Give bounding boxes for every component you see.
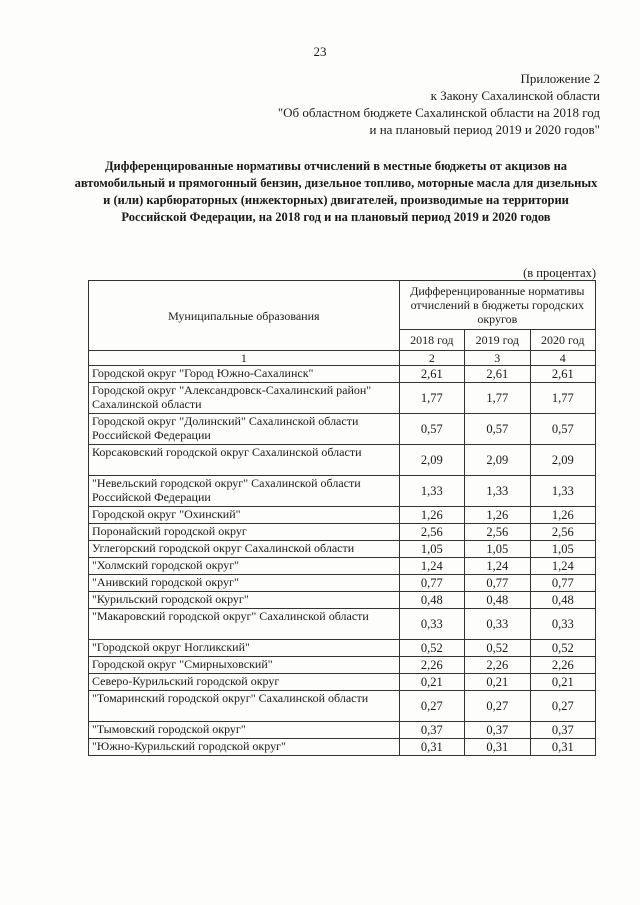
- norm-value: 2,56: [399, 524, 464, 541]
- norm-value: 0,31: [399, 739, 464, 756]
- municipality-name: "Тымовский городской округ": [89, 722, 400, 739]
- norm-value: 1,33: [530, 476, 596, 507]
- column-index: 1: [89, 351, 400, 366]
- table-row: [89, 592, 596, 609]
- table-row: [89, 674, 596, 691]
- table-row: [89, 657, 596, 674]
- column-header-municipality: Муниципальные образования: [89, 281, 400, 351]
- norm-value: 2,09: [465, 445, 530, 476]
- table-row: [89, 476, 596, 507]
- table-body: [89, 366, 596, 756]
- norm-value: 0,33: [465, 609, 530, 640]
- norm-value: 0,21: [399, 674, 464, 691]
- norm-value: 0,57: [399, 414, 464, 445]
- table-row: [89, 366, 596, 383]
- municipality-name: Поронайский городской округ: [89, 524, 400, 541]
- norm-value: 0,33: [399, 609, 464, 640]
- document-title: Дифференцированные нормативы отчислений в местные бюджеты от акцизов на автомобильный и прямогонный бензин, дизельное топливо, моторные масла для дизельных и (или) карбюраторных (инжекторных) двигателей, производимые на территории Российской Федерации, на 2018 год и на плановый период 2019 и 2020 годов: [74, 159, 598, 224]
- norm-value: 1,05: [465, 541, 530, 558]
- municipality-name: Городской округ "Смирныховский": [89, 657, 400, 674]
- norm-value: 2,56: [465, 524, 530, 541]
- norm-value: 1,24: [530, 558, 596, 575]
- norm-value: 1,24: [399, 558, 464, 575]
- table-row: [89, 414, 596, 445]
- unit-note: (в процентах): [523, 266, 596, 280]
- norm-value: 2,26: [530, 657, 596, 674]
- norm-value: 0,37: [530, 722, 596, 739]
- appendix-line: "Об областном бюджете Сахалинской области на 2018 год: [277, 105, 600, 120]
- table-header: [89, 281, 596, 366]
- norm-value: 0,31: [465, 739, 530, 756]
- column-header-year: 2019 год: [465, 330, 530, 351]
- norm-value: 1,77: [530, 383, 596, 414]
- appendix-line: Приложение 2: [520, 71, 600, 86]
- norm-value: 1,05: [530, 541, 596, 558]
- norm-value: 1,26: [465, 507, 530, 524]
- municipality-name: "Южно-Курильский городской округ": [89, 739, 400, 756]
- norm-value: 0,48: [530, 592, 596, 609]
- column-index: 3: [465, 351, 530, 366]
- municipality-name: Городской округ "Александровск-Сахалинский район" Сахалинской области: [89, 383, 400, 414]
- norm-value: 0,31: [530, 739, 596, 756]
- column-header-year: 2018 год: [399, 330, 464, 351]
- norm-value: 0,27: [465, 691, 530, 722]
- norm-value: 2,26: [465, 657, 530, 674]
- municipality-name: "Макаровский городской округ" Сахалинской области: [89, 609, 400, 640]
- municipality-name: "Невельский городской округ" Сахалинской области Российской Федерации: [89, 476, 400, 507]
- norm-value: 2,61: [465, 366, 530, 383]
- norm-value: 0,27: [530, 691, 596, 722]
- table-row: [89, 507, 596, 524]
- table-row: [89, 722, 596, 739]
- norms-table: [88, 280, 596, 756]
- page-number: 23: [313, 44, 327, 59]
- norm-value: 0,57: [465, 414, 530, 445]
- table-row: [89, 558, 596, 575]
- norm-value: 2,56: [530, 524, 596, 541]
- table-row: [89, 691, 596, 722]
- norm-value: 1,26: [530, 507, 596, 524]
- table-row: [89, 609, 596, 640]
- table-row: [89, 640, 596, 657]
- municipality-name: Северо-Курильский городской округ: [89, 674, 400, 691]
- norm-value: 0,57: [530, 414, 596, 445]
- municipality-name: Городской округ "Охинский": [89, 507, 400, 524]
- norm-value: 1,33: [465, 476, 530, 507]
- norm-value: 1,77: [399, 383, 464, 414]
- norm-value: 0,52: [399, 640, 464, 657]
- norm-value: 0,21: [530, 674, 596, 691]
- municipality-name: Городской округ "Долинский" Сахалинской области Российской Федерации: [89, 414, 400, 445]
- norm-value: 0,77: [465, 575, 530, 592]
- table-row: [89, 575, 596, 592]
- norm-value: 0,37: [465, 722, 530, 739]
- norm-value: 0,37: [399, 722, 464, 739]
- municipality-name: "Анивский городской округ": [89, 575, 400, 592]
- norm-value: 0,48: [465, 592, 530, 609]
- norm-value: 0,52: [530, 640, 596, 657]
- norm-value: 0,77: [530, 575, 596, 592]
- table-row: [89, 524, 596, 541]
- municipality-name: Корсаковский городской округ Сахалинской области: [89, 445, 400, 476]
- norm-value: 1,26: [399, 507, 464, 524]
- column-index: 4: [530, 351, 596, 366]
- norm-value: 2,61: [399, 366, 464, 383]
- norm-value: 0,48: [399, 592, 464, 609]
- norm-value: 2,09: [530, 445, 596, 476]
- table-row: [89, 383, 596, 414]
- municipality-name: Городской округ "Город Южно-Сахалинск": [89, 366, 400, 383]
- municipality-name: "Холмский городской округ": [89, 558, 400, 575]
- municipality-name: "Городской округ Ногликский": [89, 640, 400, 657]
- norm-value: 2,26: [399, 657, 464, 674]
- column-group-header: Дифференцированные нормативы отчислений в бюджеты городских округов: [399, 281, 595, 330]
- norm-value: 0,21: [465, 674, 530, 691]
- table-row: [89, 739, 596, 756]
- appendix-line: к Закону Сахалинской области: [430, 88, 600, 103]
- column-index: 2: [399, 351, 464, 366]
- norm-value: 0,77: [399, 575, 464, 592]
- municipality-name: "Томаринский городской округ" Сахалинской области: [89, 691, 400, 722]
- appendix-line: и на плановый период 2019 и 2020 годов": [369, 122, 600, 137]
- norm-value: 0,52: [465, 640, 530, 657]
- table-row: [89, 445, 596, 476]
- municipality-name: Углегорский городской округ Сахалинской области: [89, 541, 400, 558]
- column-header-year: 2020 год: [530, 330, 596, 351]
- norm-value: 1,77: [465, 383, 530, 414]
- municipality-name: "Курильский городской округ": [89, 592, 400, 609]
- appendix-header: [180, 70, 600, 138]
- norm-value: 1,24: [465, 558, 530, 575]
- norm-value: 0,27: [399, 691, 464, 722]
- norm-value: 1,05: [399, 541, 464, 558]
- norm-value: 1,33: [399, 476, 464, 507]
- table-row: [89, 541, 596, 558]
- norm-value: 2,09: [399, 445, 464, 476]
- norm-value: 0,33: [530, 609, 596, 640]
- norm-value: 2,61: [530, 366, 596, 383]
